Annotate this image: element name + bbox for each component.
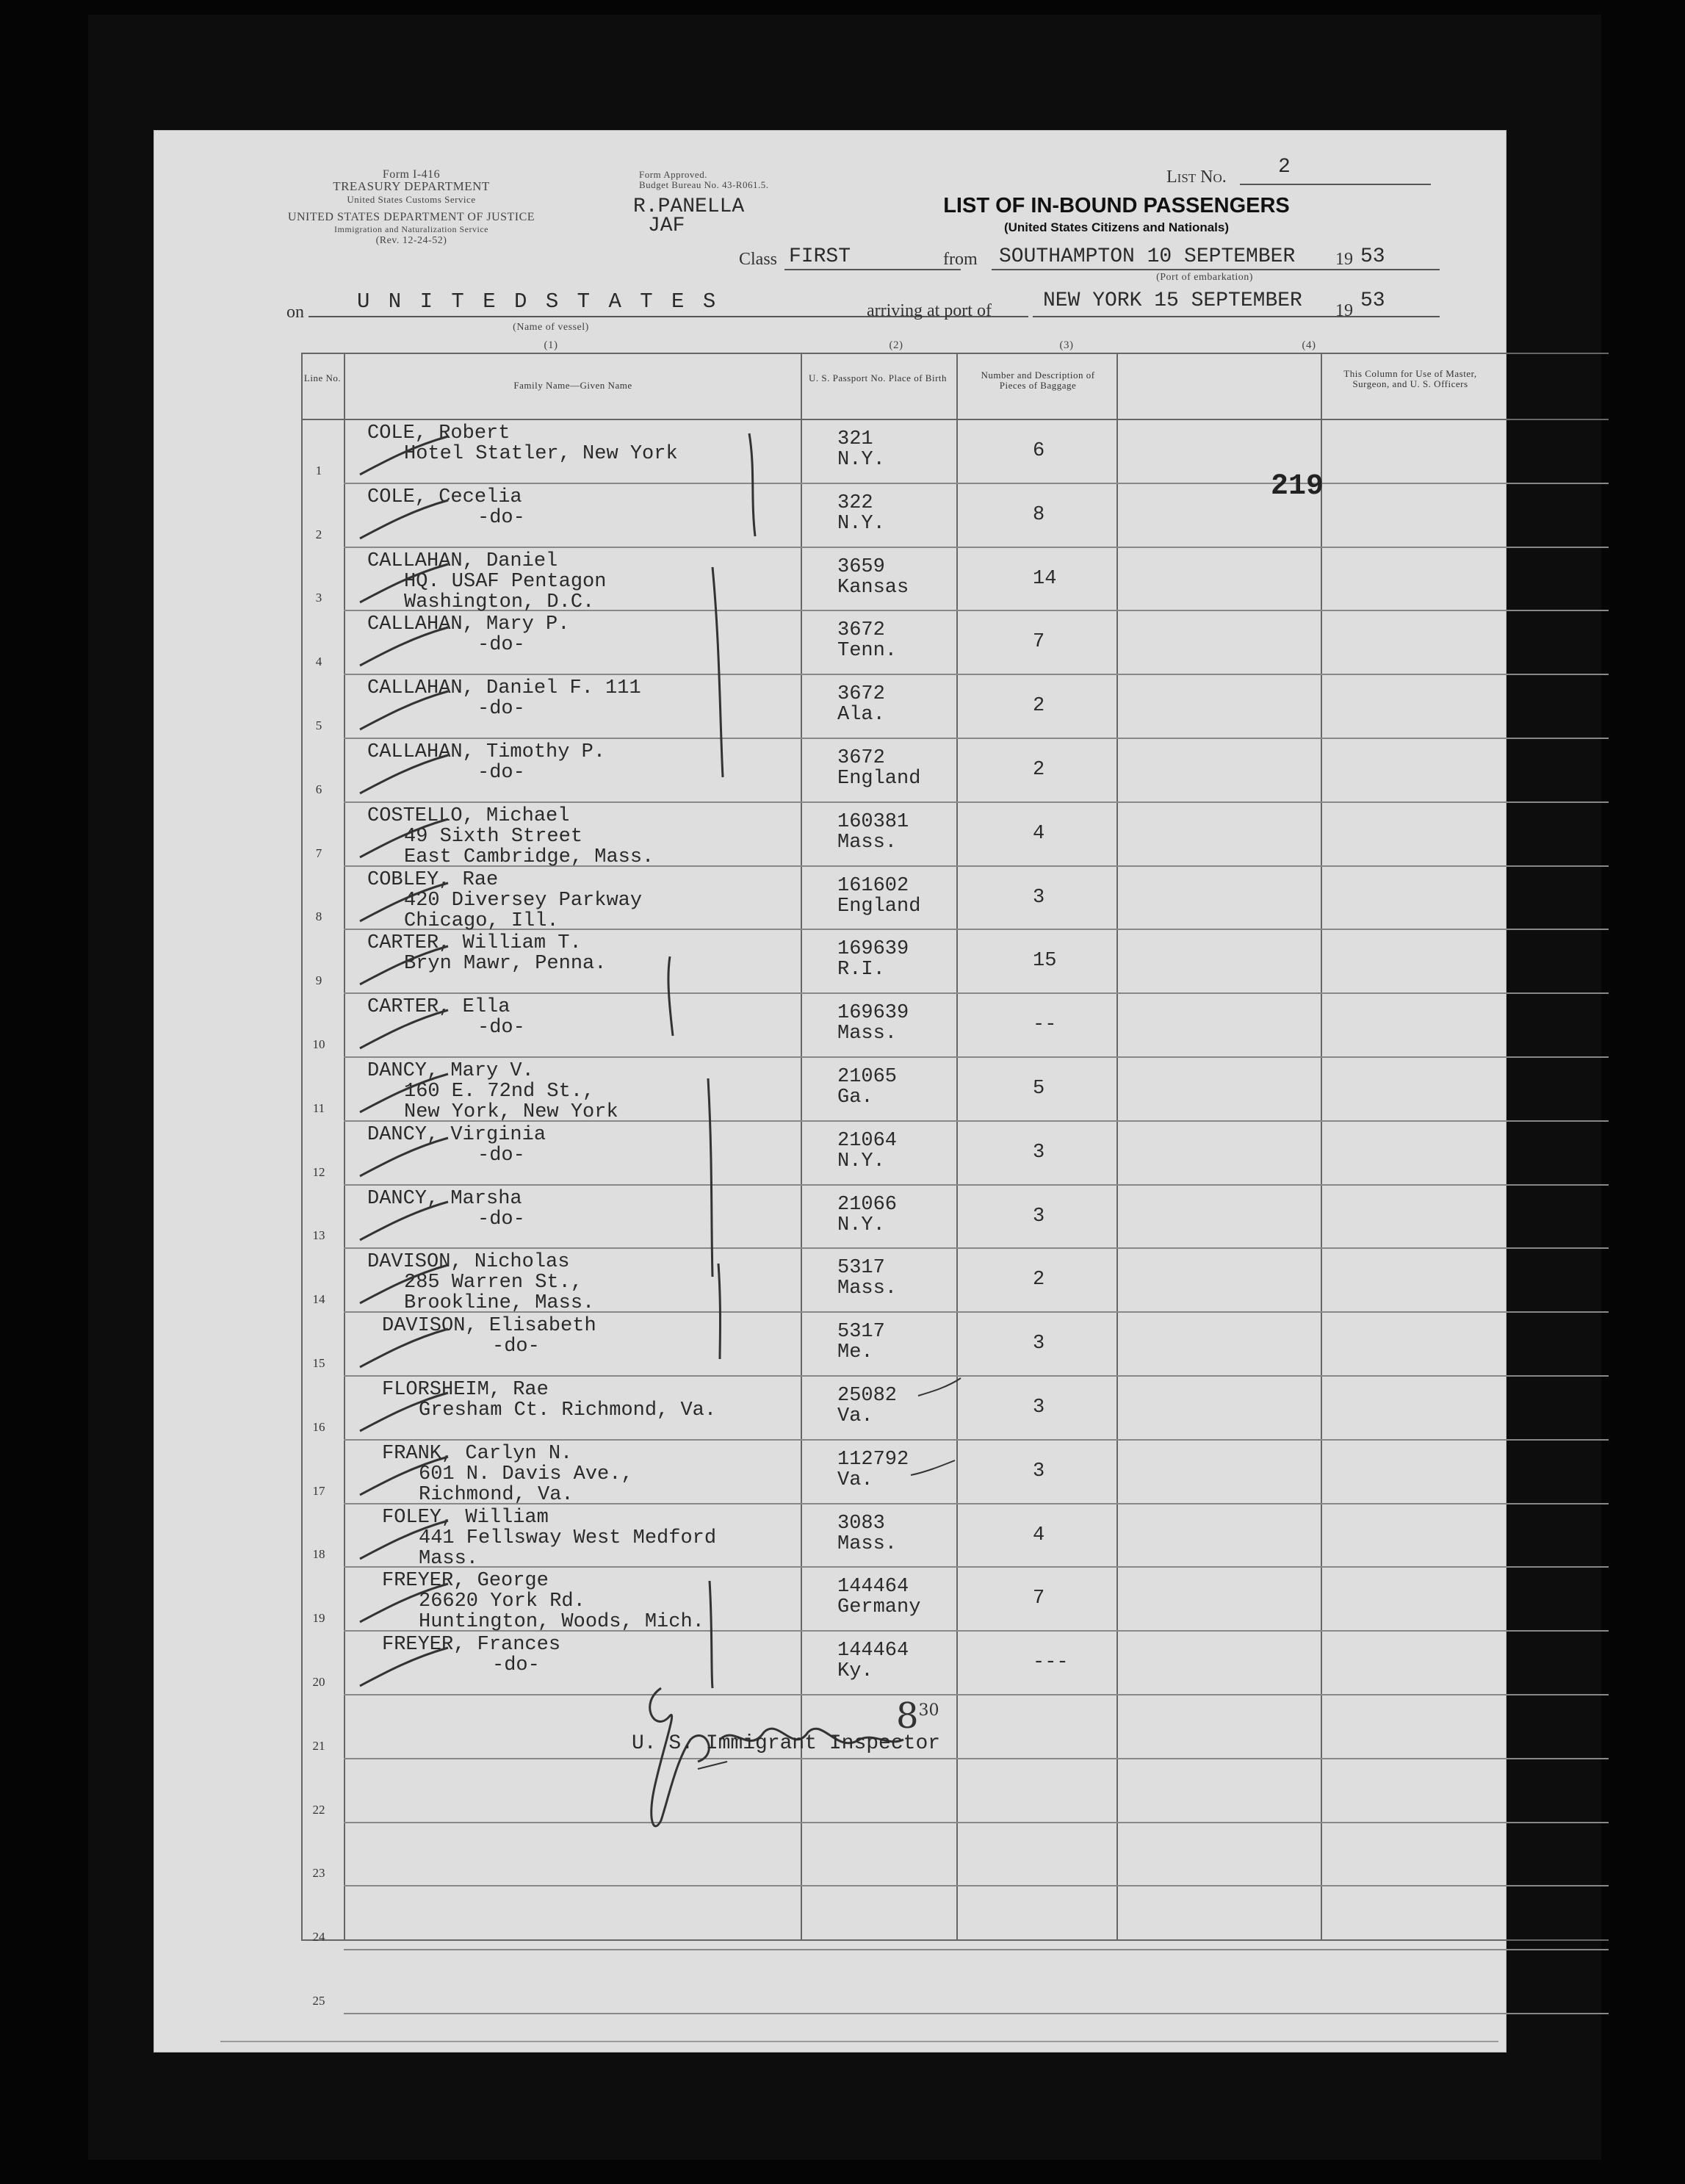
passport-number: 3659 <box>837 556 885 578</box>
document-page <box>154 131 1506 2052</box>
passenger-address: 49 Sixth Street <box>404 826 583 848</box>
row-number: 1 <box>315 464 322 477</box>
inspector-caption: U. S. Immigrant Inspector <box>632 1732 941 1755</box>
passport-number: 161602 <box>837 875 909 897</box>
officer-mark: 219 <box>1271 470 1324 503</box>
passenger-address: 160 E. 72nd St., <box>404 1081 595 1103</box>
passenger-name: DAVISON, Nicholas <box>367 1251 570 1273</box>
passenger-address: Mass. <box>419 1548 479 1570</box>
passport-number: 144464 <box>837 1640 909 1662</box>
baggage-count: 3 <box>1033 1142 1045 1164</box>
form-number: Form I-416 <box>382 168 441 181</box>
passport-number: 322 <box>837 492 873 514</box>
list-no-value: 2 <box>1278 156 1291 179</box>
passenger-name: DANCY, Mary V. <box>367 1060 534 1082</box>
arr-year-prefix: 19 <box>1335 301 1353 320</box>
passenger-name: CALLAHAN, Daniel F. 111 <box>367 677 641 699</box>
agent-name: R.PANELLA <box>633 195 745 218</box>
row-number: 17 <box>312 1484 325 1498</box>
row-number: 12 <box>312 1165 325 1179</box>
baggage-count: 8 <box>1033 504 1045 526</box>
passenger-address: 420 Diversey Parkway <box>404 890 643 912</box>
place-of-birth: Mass. <box>837 832 898 854</box>
baggage-count: -- <box>1033 1014 1057 1036</box>
baggage-count: 6 <box>1033 440 1045 462</box>
row-number: 4 <box>315 655 322 668</box>
col-header-officers: This Column for Use of Master, Surgeon, and U. S. Officers <box>1343 368 1477 389</box>
passport-number: 169639 <box>837 1002 909 1024</box>
passenger-address: Huntington, Woods, Mich. <box>419 1611 704 1633</box>
place-of-birth: Mass. <box>837 1023 898 1045</box>
arriving-label: arriving at port of <box>867 301 992 320</box>
passenger-address: HQ. USAF Pentagon <box>404 571 607 593</box>
justice-dept: UNITED STATES DEPARTMENT OF JUSTICE <box>287 211 535 223</box>
vessel-caption: (Name of vessel) <box>513 322 589 333</box>
passenger-name: CALLAHAN, Mary P. <box>367 613 570 635</box>
ins-service: Immigration and Naturalization Service <box>334 224 488 234</box>
passport-number: 21065 <box>837 1066 898 1088</box>
passenger-name: CALLAHAN, Timothy P. <box>367 741 606 763</box>
passport-number: 160381 <box>837 811 909 833</box>
baggage-count: --- <box>1033 1651 1069 1673</box>
customs-service: United States Customs Service <box>347 194 476 205</box>
col-num-1: (1) <box>544 339 558 351</box>
passenger-name: FREYER, Frances <box>382 1634 561 1656</box>
row-number: 10 <box>312 1037 325 1051</box>
passenger-name: FOLEY, William <box>382 1507 549 1529</box>
row-number: 6 <box>315 782 322 796</box>
passport-number: 21066 <box>837 1194 898 1216</box>
row-number: 13 <box>312 1228 325 1242</box>
row-number: 8 <box>315 909 322 923</box>
passenger-address: New York, New York <box>404 1101 618 1123</box>
row-number: 9 <box>315 973 322 987</box>
passport-number: 144464 <box>837 1576 909 1598</box>
passenger-address: Washington, D.C. <box>404 591 595 613</box>
baggage-count: 3 <box>1033 887 1045 909</box>
revision: (Rev. 12-24-52) <box>375 235 447 246</box>
row-number: 18 <box>312 1547 325 1561</box>
row-number: 11 <box>312 1101 325 1115</box>
passport-number: 21064 <box>837 1130 898 1152</box>
col-header-passport: U. S. Passport No. Place of Birth <box>808 372 948 383</box>
passenger-address: 601 N. Davis Ave., <box>419 1463 633 1485</box>
passenger-address: 441 Fellsway West Medford <box>419 1527 717 1549</box>
budget-bureau: Budget Bureau No. 43-R061.5. <box>639 179 769 190</box>
passenger-name: COSTELLO, Michael <box>367 805 570 827</box>
from-year: 53 <box>1360 245 1385 268</box>
page-subtitle: (United States Citizens and Nationals) <box>1003 220 1230 234</box>
on-label: on <box>286 303 304 322</box>
passenger-address: -do- <box>477 1017 525 1039</box>
time-mark: $8^{30}$ <box>896 1695 939 1737</box>
class-label: Class <box>739 250 778 269</box>
place-of-birth: N.Y. <box>837 449 885 471</box>
passport-number: 169639 <box>837 938 909 960</box>
place-of-birth: England <box>837 895 921 918</box>
class-value: FIRST <box>789 245 851 268</box>
place-of-birth: N.Y. <box>837 1150 885 1172</box>
baggage-count: 14 <box>1033 568 1057 590</box>
place-of-birth: Kansas <box>837 577 909 599</box>
passport-number: 5317 <box>837 1321 885 1343</box>
list-no-label: List No. <box>1166 167 1227 187</box>
place-of-birth: Va. <box>837 1405 873 1427</box>
passenger-name: COLE, Robert <box>367 422 510 444</box>
passport-number: 3083 <box>837 1513 885 1535</box>
baggage-count: 2 <box>1033 759 1045 781</box>
baggage-count: 4 <box>1033 823 1045 845</box>
passenger-address: Richmond, Va. <box>419 1484 574 1506</box>
passport-number: 112792 <box>837 1449 909 1471</box>
col-header-baggage: Number and Description of Pieces of Baggage <box>981 370 1095 391</box>
passenger-name: DANCY, Virginia <box>367 1124 546 1146</box>
passenger-address: 285 Warren St., <box>404 1272 583 1294</box>
arriving-value: NEW YORK 15 SEPTEMBER <box>1043 289 1302 312</box>
passport-number: 3672 <box>837 683 885 705</box>
passport-number: 321 <box>837 428 873 450</box>
baggage-count: 15 <box>1033 950 1057 972</box>
place-of-birth: Me. <box>837 1341 873 1363</box>
passport-number: 3672 <box>837 747 885 769</box>
passenger-name: FLORSHEIM, Rae <box>382 1379 549 1401</box>
from-label: from <box>943 250 978 269</box>
row-number: 22 <box>312 1803 325 1817</box>
passenger-address: -do- <box>477 762 525 784</box>
place-of-birth: Ala. <box>837 704 885 726</box>
passenger-name: DAVISON, Elisabeth <box>382 1315 596 1337</box>
place-of-birth: N.Y. <box>837 513 885 535</box>
row-number: 15 <box>312 1356 325 1370</box>
arr-year: 53 <box>1360 289 1385 312</box>
baggage-count: 7 <box>1033 631 1045 653</box>
place-of-birth: Ga. <box>837 1086 873 1109</box>
passenger-address: -do- <box>477 698 525 720</box>
place-of-birth: R.I. <box>837 959 885 981</box>
passport-number: 3672 <box>837 619 885 641</box>
passenger-address: 26620 York Rd. <box>419 1590 585 1612</box>
passport-number: 5317 <box>837 1257 885 1279</box>
passenger-name: FRANK, Carlyn N. <box>382 1443 573 1465</box>
passenger-address: Chicago, Ill. <box>404 910 559 932</box>
pen-marks <box>154 131 1506 2052</box>
row-number: 20 <box>312 1675 325 1689</box>
passenger-address: Brookline, Mass. <box>404 1292 595 1314</box>
passport-number: 25082 <box>837 1385 898 1407</box>
place-of-birth: Mass. <box>837 1533 898 1555</box>
from-year-prefix: 19 <box>1335 250 1353 269</box>
passenger-name: FREYER, George <box>382 1570 549 1592</box>
baggage-count: 3 <box>1033 1333 1045 1355</box>
baggage-count: 3 <box>1033 1460 1045 1482</box>
passenger-name: COLE, Cecelia <box>367 486 522 508</box>
row-number: 3 <box>315 591 322 605</box>
row-number: 2 <box>315 527 322 541</box>
passenger-name: CARTER, Ella <box>367 996 510 1018</box>
col-num-3: (3) <box>1059 339 1074 351</box>
passenger-address: East Cambridge, Mass. <box>404 846 654 868</box>
col-header-line: Line No. <box>303 372 342 383</box>
passenger-address: -do- <box>477 634 525 656</box>
row-number: 16 <box>312 1420 325 1434</box>
form-approved: Form Approved. <box>639 169 707 180</box>
vessel-name: U N I T E D S T A T E S <box>357 289 719 314</box>
place-of-birth: N.Y. <box>837 1214 885 1236</box>
baggage-count: 3 <box>1033 1396 1045 1419</box>
row-number: 24 <box>312 1930 325 1944</box>
row-number: 25 <box>312 1994 325 2008</box>
col-num-4: (4) <box>1302 339 1316 351</box>
passenger-address: Bryn Mawr, Penna. <box>404 953 607 975</box>
passenger-address: -do- <box>477 1208 525 1230</box>
passenger-address: Gresham Ct. Richmond, Va. <box>419 1399 717 1421</box>
row-number: 14 <box>312 1292 325 1306</box>
place-of-birth: Ky. <box>837 1660 873 1682</box>
baggage-count: 3 <box>1033 1205 1045 1228</box>
col-header-name: Family Name—Given Name <box>513 380 632 391</box>
from-value: SOUTHAMPTON 10 SEPTEMBER <box>999 245 1296 268</box>
place-of-birth: Va. <box>837 1469 873 1491</box>
passenger-address: -do- <box>492 1336 540 1358</box>
row-number: 19 <box>312 1611 325 1625</box>
row-number: 21 <box>312 1739 325 1753</box>
page-title: LIST OF IN-BOUND PASSENGERS <box>943 194 1290 217</box>
baggage-count: 4 <box>1033 1524 1045 1546</box>
passenger-name: CALLAHAN, Daniel <box>367 550 558 572</box>
treasury-dept: TREASURY DEPARTMENT <box>333 179 490 193</box>
passenger-name: COBLEY, Rae <box>367 869 499 891</box>
place-of-birth: Tenn. <box>837 640 898 662</box>
passenger-name: DANCY, Marsha <box>367 1188 522 1210</box>
row-number: 7 <box>315 846 322 860</box>
col-num-2: (2) <box>889 339 903 351</box>
place-of-birth: Germany <box>837 1596 921 1618</box>
row-number: 23 <box>312 1866 325 1880</box>
baggage-count: 2 <box>1033 695 1045 717</box>
baggage-count: 7 <box>1033 1587 1045 1610</box>
passenger-address: -do- <box>477 507 525 529</box>
baggage-count: 2 <box>1033 1269 1045 1291</box>
agent-initials: JAF <box>648 215 685 237</box>
place-of-birth: Mass. <box>837 1277 898 1300</box>
passenger-name: CARTER, William T. <box>367 932 582 954</box>
row-number: 5 <box>315 718 322 732</box>
baggage-count: 5 <box>1033 1078 1045 1100</box>
place-of-birth: England <box>837 768 921 790</box>
passenger-address: Hotel Statler, New York <box>404 443 678 465</box>
passenger-address: -do- <box>492 1654 540 1676</box>
port-embarkation-caption: (Port of embarkation) <box>1156 272 1253 283</box>
passenger-address: -do- <box>477 1145 525 1167</box>
